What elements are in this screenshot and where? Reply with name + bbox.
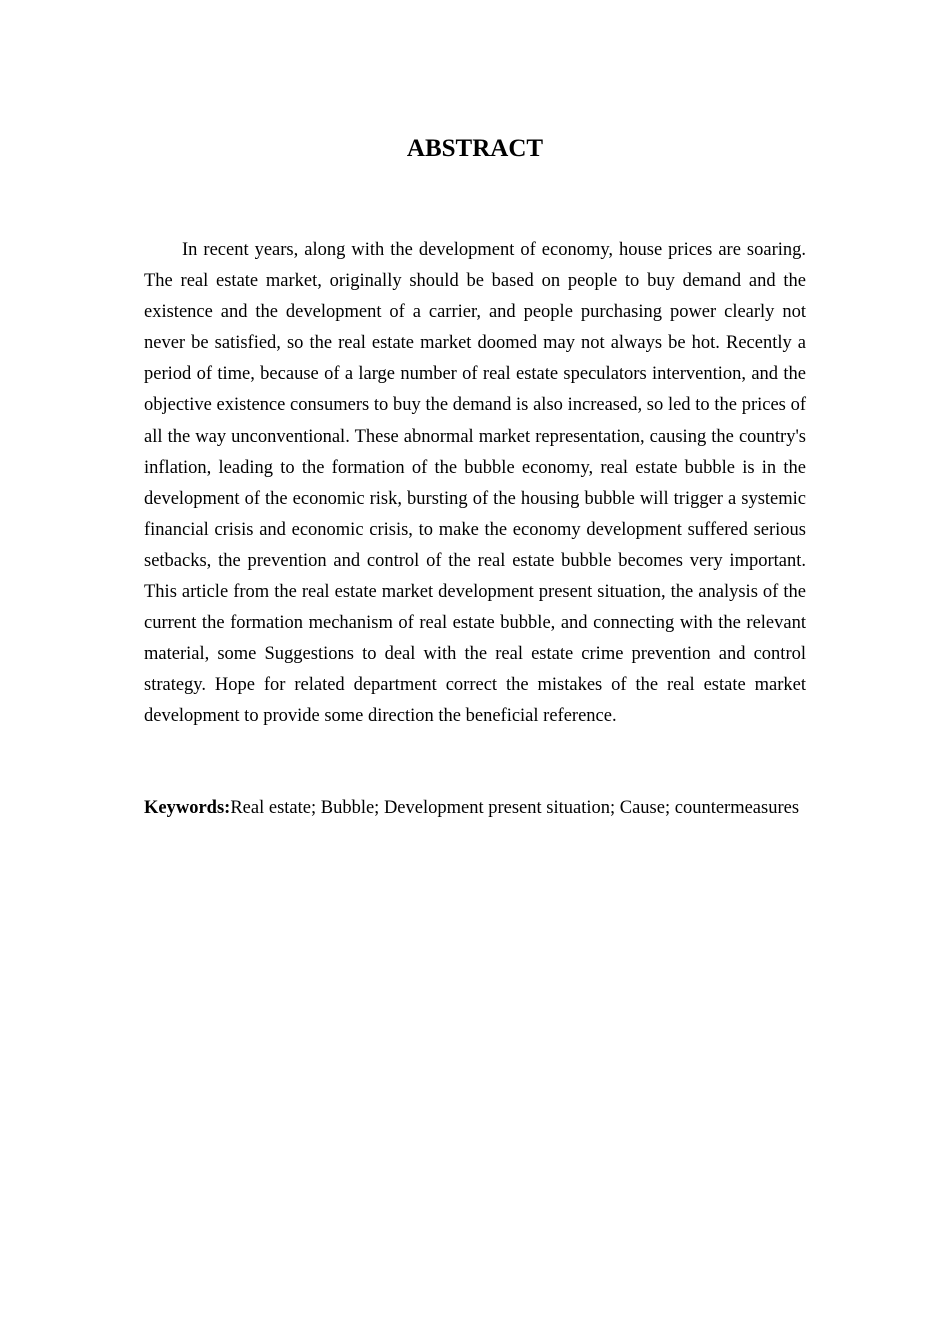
- page-title: ABSTRACT: [406, 135, 544, 162]
- abstract-paragraph: In recent years, along with the development of economy, house prices are soaring. The real estate market, originally should be based on people to buy demand and the existence and the development of a carrier, and people purchasing power clearly not never be satisfied, so the real estate market doomed may not always be hot. Recently a period of time, because of a large number of real estate speculators intervention, and the objective existence consumers to buy the demand is also increased, so led to the prices of all the way unconventional. These abnormal market representation, causing the country's inflation, leading to the formation of the bubble economy, real estate bubble is in the development of the economic risk, bursting of the housing bubble will trigger a systemic financial crisis and economic crisis, to make the economy development suffered serious setbacks, the prevention and control of the real estate bubble becomes very important. This article from the real estate market development present situation, the analysis of the current the formation mechanism of real estate bubble, and connecting with the relevant material, some Suggestions to deal with the real estate crime prevention and control strategy. Hope for related department correct the mistakes of the real estate market development to provide some direction the beneficial reference.: [144, 240, 806, 727]
- keywords-text: Real estate; Bubble; Development present situation; Cause; countermeasures: [230, 798, 800, 818]
- keywords-label: Keywords:: [144, 798, 231, 818]
- keywords-line: [144, 793, 806, 824]
